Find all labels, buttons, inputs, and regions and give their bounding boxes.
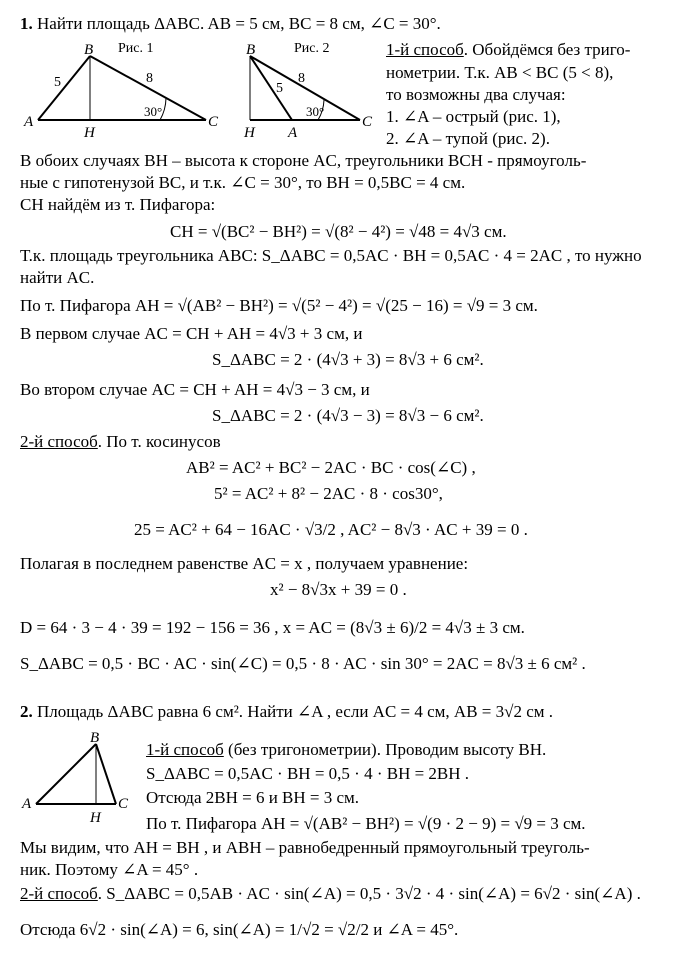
p1-method1-case1: 1. ∠A – острый (рис. 1),: [386, 107, 561, 126]
problem-1-header: [20, 14, 441, 34]
p1-method1-line3: то возможны два случая:: [386, 85, 566, 104]
p2-pythagoras: По т. Пифагора AH = √(AB² − BH²) = √(9 · 2 − 9) = √9 = 3 см.: [146, 814, 586, 833]
p1-case1-area: S_ΔABC = 2 · (4√3 + 3) = 8√3 + 6 см².: [212, 350, 484, 369]
p1-case1-ac: В первом случае AC = CH + AH = 4√3 + 3 см, и: [20, 324, 363, 343]
fig1-side-ab: 5: [54, 75, 61, 90]
p2-method2-text: . S_ΔABC = 0,5AB · AC · sin(∠A) = 0,5 · 3√2 · 4 · sin(∠A) = 6√2 · sin(∠A) .: [97, 884, 641, 903]
fig3-label-a: A: [22, 796, 32, 812]
p1-method1-label: 1-й способ: [386, 40, 464, 59]
p2-text-5: ник. Поэтому ∠A = 45° .: [20, 860, 199, 879]
fig1-label-c: C: [208, 114, 219, 130]
p2-area-formula: S_ΔABC = 0,5AC · BH = 0,5 · 4 · BH = 2BH .: [146, 764, 470, 783]
p1-method1-text: . Обойдёмся без триго-: [463, 40, 631, 59]
p1-discriminant: D = 64 · 3 − 4 · 39 = 192 − 156 = 36 , x = AC = (8√3 ± 6)/2 = 4√3 ± 3 см.: [20, 618, 525, 637]
p1-method1-line2: нометрии. Т.к. AB < BC (5 < 8),: [386, 63, 614, 82]
problem-2-header: [20, 702, 553, 722]
problem-1-statement: Найти площадь ΔABC. AB = 5 см, BC = 8 см, ∠C = 30°.: [37, 14, 441, 33]
fig1-angle-c: 30°: [144, 104, 163, 119]
p2-method1-line: [146, 740, 546, 760]
p2-method1-text: (без тригонометрии). Проводим высоту BH.: [223, 740, 547, 759]
figure-3: [20, 730, 140, 826]
p1-text-6: найти AC.: [20, 268, 95, 287]
fig2-label-a: A: [288, 125, 298, 141]
fig3-label-b: B: [90, 730, 100, 746]
fig1-caption: Рис. 1: [118, 41, 154, 56]
fig2-side-bc: 8: [298, 71, 305, 86]
p2-method1-label: 1-й способ: [146, 740, 224, 759]
p2-bh: Отсюда 2BH = 6 и BH = 3 см.: [146, 788, 360, 807]
p1-text-1: В обоих случаях BH – высота к стороне AC, треугольники BCH - прямоуголь-: [20, 151, 587, 170]
fig3-label-c: C: [118, 796, 129, 812]
p2-final: Отсюда 6√2 · sin(∠A) = 6, sin(∠A) = 1/√2 = √2/2 и ∠A = 45°.: [20, 920, 459, 939]
fig2-label-h: H: [244, 125, 255, 141]
fig2-label-c: C: [362, 114, 373, 130]
problem-2-statement: Площадь ΔABC равна 6 см². Найти ∠A , если AC = 4 см, AB = 3√2 см .: [37, 702, 554, 721]
p1-method1-case2: 2. ∠A – тупой (рис. 2).: [386, 129, 550, 148]
p1-cosine-sub: 5² = AC² + 8² − 2AC · 8 · cos30°,: [214, 484, 443, 503]
p1-final-area: S_ΔABC = 0,5 · BC · AC · sin(∠C) = 0,5 · 8 · AC · sin 30° = 2AC = 8√3 ± 6 см² .: [20, 654, 586, 673]
problem-2-number: 2.: [20, 702, 33, 721]
p1-text-3: CH найдём из т. Пифагора:: [20, 195, 216, 214]
p1-cosine-law: AB² = AC² + BC² − 2AC · BC · cos(∠C) ,: [186, 458, 476, 477]
p2-method2-line: [20, 884, 641, 904]
p1-case2-area: S_ΔABC = 2 · (4√3 − 3) = 8√3 − 6 см².: [212, 406, 484, 425]
fig2-angle-c: 30°: [306, 104, 325, 119]
p1-method2-text: . По т. косинусов: [97, 432, 221, 451]
figure-2: [232, 38, 382, 141]
p2-text-4: Мы видим, что AH = BH , и ABH – равнобедренный прямоугольный треуголь-: [20, 838, 590, 857]
p1-method2-line: [20, 432, 221, 452]
fig2-label-b: B: [246, 42, 256, 58]
fig1-label-h: H: [84, 125, 95, 141]
problem-1-number: 1.: [20, 14, 33, 33]
p1-formula-ah: По т. Пифагора AH = √(AB² − BH²) = √(5² − 4²) = √(25 − 16) = √9 = 3 см.: [20, 296, 538, 315]
fig3-label-h: H: [90, 810, 101, 826]
p1-method2-label: 2-й способ: [20, 432, 98, 451]
p1-equation: x² − 8√3x + 39 = 0 .: [270, 580, 407, 599]
fig1-label-b: B: [84, 42, 94, 58]
p1-formula-ch: CH = √(BC² − BH²) = √(8² − 4²) = √48 = 4√3 см.: [170, 222, 507, 241]
p1-text-2: ные с гипотенузой BC, и т.к. ∠C = 30°, то BH = 0,5BC = 4 см.: [20, 173, 466, 192]
fig2-side-ab: 5: [276, 81, 283, 96]
p1-text-15: Полагая в последнем равенстве AC = x , получаем уравнение:: [20, 554, 469, 573]
p2-method2-label: 2-й способ: [20, 884, 98, 903]
fig1-side-bc: 8: [146, 71, 153, 86]
p1-case2-ac: Во втором случае AC = CH + AH = 4√3 − 3 см, и: [20, 380, 370, 399]
fig2-caption: Рис. 2: [294, 41, 330, 56]
p1-text-5: Т.к. площадь треугольника ABC: S_ΔABC = 0,5AC · BH = 0,5AC · 4 = 2AC , то нужно: [20, 246, 642, 265]
fig1-label-a: A: [24, 114, 34, 130]
p1-quadratic: 25 = AC² + 64 − 16AC · √3/2 , AC² − 8√3 · AC + 39 = 0 .: [134, 520, 528, 539]
p1-method1-line1: [386, 40, 630, 60]
figure-1: [20, 38, 220, 141]
